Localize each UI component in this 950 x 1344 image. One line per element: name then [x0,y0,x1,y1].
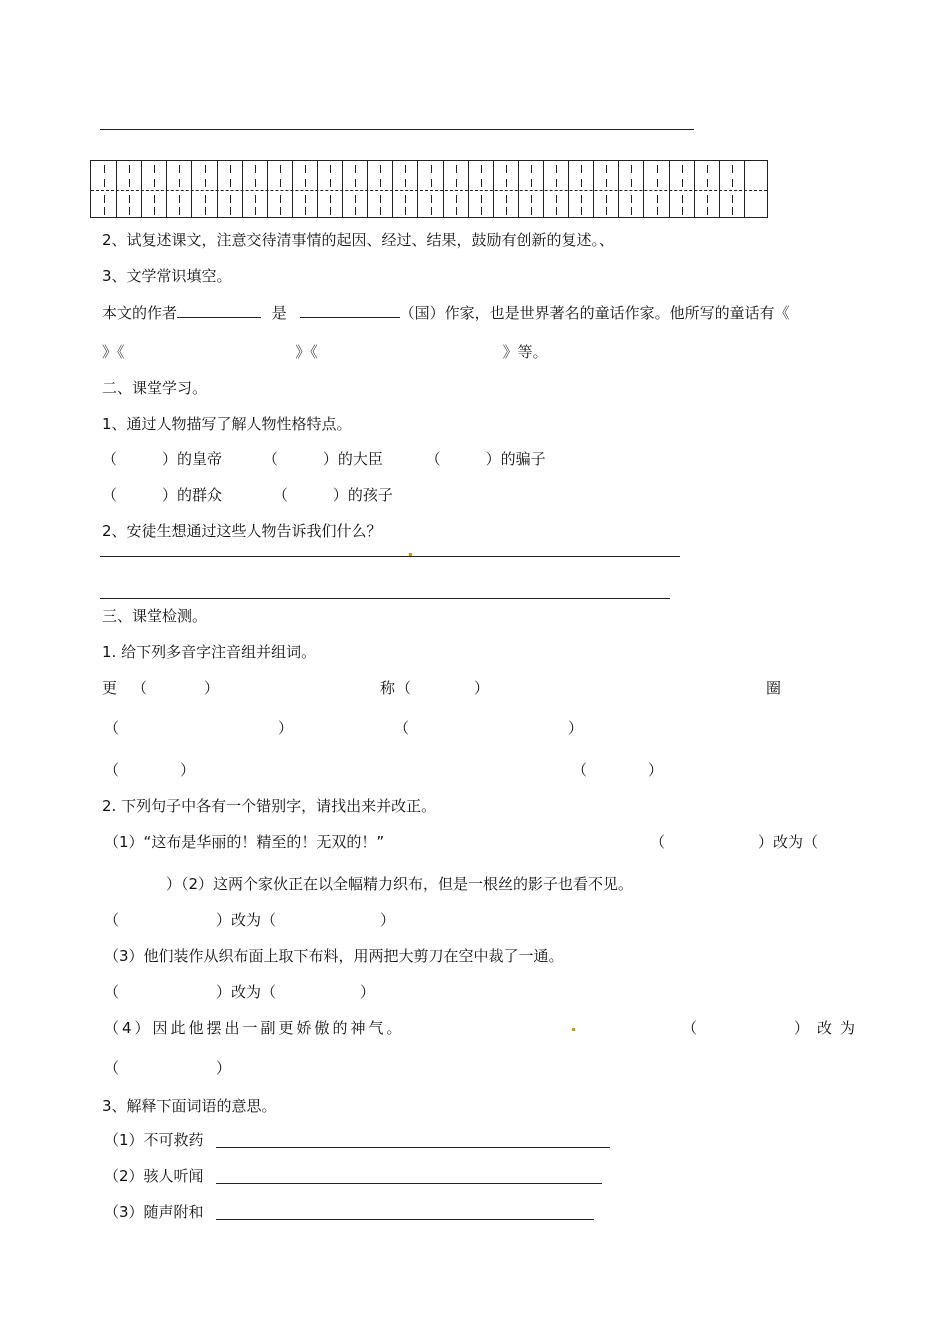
grid-tick [682,195,683,203]
grid-column-line [593,161,594,217]
grid-column-line [217,161,218,217]
grid-tick [380,165,381,173]
grid-tick [506,195,507,203]
grid-tick [431,207,432,215]
trait-blank[interactable]: （ ） [262,450,338,468]
sentence-2: ）（2）这两个家伙正在以全幅精力织布，但是一根丝的影子也看不见。 [166,875,634,893]
grid-column-line [116,161,117,217]
paren-close: ） [474,679,490,697]
fix-label [216,982,276,1002]
question-3-label: 3、文学常识填空。 [102,267,232,285]
grid-tick [355,179,356,187]
trait-label: 的皇帝 [177,450,223,468]
grid-tick [255,207,256,215]
paren-open: （ [396,679,412,697]
grid-tick [280,207,281,215]
works-end: 》等。 [502,343,548,361]
gaiwei-label: 改为 [231,983,262,1001]
grid-tick [405,195,406,203]
grid-tick [657,195,658,203]
grid-column-line [342,161,343,217]
grid-column-line [719,161,720,217]
grid-tick [481,165,482,173]
grid-tick [230,165,231,173]
grid-tick [481,195,482,203]
sentence-1: （1）“这布是华丽的！精至的！无双的！” [104,833,385,851]
grid-tick [129,195,130,203]
grid-tick [280,179,281,187]
trait-label: 的群众 [177,486,223,504]
grid-tick [456,165,457,173]
grid-tick [179,195,180,203]
grid-tick [707,195,708,203]
is-label: 是 [271,304,287,322]
grid-tick [104,179,105,187]
paren-close: ） [180,761,196,779]
grid-column-line [518,161,519,217]
paren-open: （ [394,719,410,737]
grid-tick [481,179,482,187]
grid-tick [431,195,432,203]
section-3-q1: 1. 给下列多音字注音组并组词。 [102,643,317,661]
sentence-3: （3）他们装作从织布面上取下布料，用两把大剪刀在空中裁了一通。 [104,947,564,965]
paren-open: （ [104,719,120,737]
grid-tick [431,179,432,187]
grid-tick [205,165,206,173]
grid-tick [631,165,632,173]
answer-line[interactable] [100,598,670,599]
grid-tick [631,207,632,215]
section-2-title: 二、课堂学习。 [102,379,208,397]
sentence-4: （4）因此他摆出一副更娇傲的神气。 [104,1019,405,1037]
fix-label [794,1018,863,1038]
polyphone-char: 圈 [766,679,782,697]
grid-tick [707,179,708,187]
grid-tick [104,195,105,203]
grid-tick [380,195,381,203]
definition-line[interactable] [216,1183,602,1184]
grid-column-line [568,161,569,217]
section-3-title: 三、课堂检测。 [102,607,208,625]
grid-tick [330,195,331,203]
grid-tick [179,207,180,215]
trait-blank[interactable]: （ ） [102,450,178,468]
grid-column-line [669,161,670,217]
paren-open: （ [261,983,277,1001]
works-sep-1: 》《 [102,343,125,361]
fix-label [758,832,818,852]
question-3-line1 [102,302,790,323]
grid-tick [355,165,356,173]
paren-open: （ [104,1059,120,1077]
grid-tick [506,179,507,187]
polyphone-char: 称 [380,679,396,697]
trait-blank[interactable]: （ ） [102,486,178,504]
grid-tick [255,165,256,173]
definition-line[interactable] [216,1219,594,1220]
trait-label: 的孩子 [347,486,393,504]
paren-close: ） [568,719,584,737]
paren-open: （ [104,761,120,779]
grid-tick [205,179,206,187]
grid-tick [431,165,432,173]
grid-tick [556,179,557,187]
paren-open: （ [650,833,666,851]
grid-tick [456,179,457,187]
writing-grid [90,160,768,218]
trait-label: 的大臣 [337,450,383,468]
paren-close: ） [278,719,294,737]
polyphone-char: 更 [102,679,118,697]
grid-column-line [643,161,644,217]
grid-tick [230,179,231,187]
grid-tick [305,195,306,203]
grid-tick [405,165,406,173]
grid-tick [154,207,155,215]
grid-tick [154,195,155,203]
grid-tick [305,207,306,215]
grid-column-line [417,161,418,217]
grid-tick [129,207,130,215]
grid-tick [330,207,331,215]
grid-tick [556,165,557,173]
grid-tick [179,179,180,187]
grid-tick [255,179,256,187]
section-2-q2: 2、安徒生想通过这些人物告诉我们什么？ [102,522,382,540]
section-3-q3: 3、解释下面词语的意思。 [102,1097,277,1115]
stray-dot [409,553,412,556]
paren-close: ） [758,833,774,851]
grid-tick [531,195,532,203]
grid-tick [682,165,683,173]
grid-tick [581,195,582,203]
grid-tick [606,165,607,173]
grid-tick [305,165,306,173]
grid-tick [581,207,582,215]
paren-open: （ [572,761,588,779]
fix-label [216,910,276,930]
grid-tick [104,165,105,173]
trait-row-1 [102,449,546,469]
grid-tick [330,179,331,187]
grid-column-line [191,161,192,217]
paren-close: ） [648,761,664,779]
grid-tick [280,165,281,173]
grid-column-line [367,161,368,217]
grid-tick [732,195,733,203]
country-text: （国）作家，也是世界著名的童话作家。他所写的童话有《 [399,304,790,322]
grid-column-line [468,161,469,217]
grid-tick [657,165,658,173]
grid-tick [631,195,632,203]
grid-tick [606,195,607,203]
grid-tick [330,165,331,173]
grid-tick [682,179,683,187]
grid-tick [380,207,381,215]
question-3-line2 [102,342,548,362]
grid-tick [606,179,607,187]
gaiwei-label: 改为 [817,1019,864,1037]
country-blank[interactable] [300,302,400,318]
grid-column-line [618,161,619,217]
grid-tick [506,165,507,173]
grid-tick [255,195,256,203]
grid-tick [104,207,105,215]
paren-open: （ [261,911,277,929]
grid-tick [205,195,206,203]
definition-line[interactable] [216,1147,610,1148]
grid-midline [91,190,767,191]
grid-tick [631,179,632,187]
grid-tick [230,195,231,203]
word-1: （1）不可救药 [104,1131,204,1149]
grid-tick [380,179,381,187]
trait-row-2 [102,485,393,505]
grid-column-line [543,161,544,217]
grid-column-line [242,161,243,217]
grid-tick [506,207,507,215]
paren-close: ） [216,1059,232,1077]
grid-tick [531,207,532,215]
question-2: 2、试复述课文，注意交待清事情的起因、经过、结果，鼓励有创新的复述。、 [102,231,615,249]
trait-label: 的骗子 [500,450,546,468]
paren-close: ） [380,911,396,929]
grid-tick [732,207,733,215]
section-2-q1: 1、通过人物描写了解人物性格特点。 [102,415,352,433]
grid-column-line [292,161,293,217]
paren-open: （ [132,679,148,697]
word-3: （3）随声附和 [104,1203,204,1221]
grid-tick [405,207,406,215]
grid-tick [129,165,130,173]
paren-close: ） [794,1019,818,1037]
grid-tick [707,165,708,173]
grid-tick [405,179,406,187]
trait-blank[interactable]: （ ） [425,450,501,468]
grid-tick [732,179,733,187]
answer-line[interactable] [100,556,680,557]
grid-tick [355,195,356,203]
answer-line-top [100,129,694,130]
grid-tick [556,195,557,203]
paren-close: ） [216,983,232,1001]
grid-tick [707,207,708,215]
grid-tick [581,179,582,187]
gaiwei-label: 改为 [231,911,262,929]
grid-tick [456,207,457,215]
grid-tick [154,165,155,173]
paren-open: （ [803,833,819,851]
grid-tick [657,179,658,187]
paren-close: ） [360,983,376,1001]
grid-column-line [166,161,167,217]
author-blank[interactable] [177,302,261,318]
grid-tick [179,165,180,173]
grid-tick [481,207,482,215]
grid-column-line [141,161,142,217]
section-3-q2: 2. 下列句子中各有一个错别字，请找出来并改正。 [102,797,437,815]
grid-tick [556,207,557,215]
paren-close: ） [216,911,232,929]
grid-column-line [317,161,318,217]
grid-tick [230,207,231,215]
grid-tick [657,207,658,215]
stray-dot [572,1028,575,1031]
grid-tick [154,179,155,187]
grid-tick [682,207,683,215]
gaiwei-label: 改为 [773,833,804,851]
grid-column-line [694,161,695,217]
grid-tick [305,179,306,187]
grid-tick [581,165,582,173]
paren-open: （ [682,1019,698,1037]
works-sep-2: 》《 [295,343,318,361]
trait-blank[interactable]: （ ） [272,486,348,504]
grid-column-line [392,161,393,217]
grid-column-line [493,161,494,217]
paren-open: （ [104,911,120,929]
grid-column-line [267,161,268,217]
grid-tick [531,165,532,173]
grid-tick [355,207,356,215]
grid-column-line [443,161,444,217]
grid-tick [280,195,281,203]
grid-tick [129,179,130,187]
grid-column-line [744,161,745,217]
paren-close: ） [204,679,220,697]
grid-tick [606,207,607,215]
grid-tick [732,165,733,173]
grid-tick [205,207,206,215]
paren-open: （ [104,983,120,1001]
grid-tick [456,195,457,203]
author-label: 本文的作者 [102,304,178,322]
grid-tick [531,179,532,187]
word-2: （2）骇人听闻 [104,1167,204,1185]
